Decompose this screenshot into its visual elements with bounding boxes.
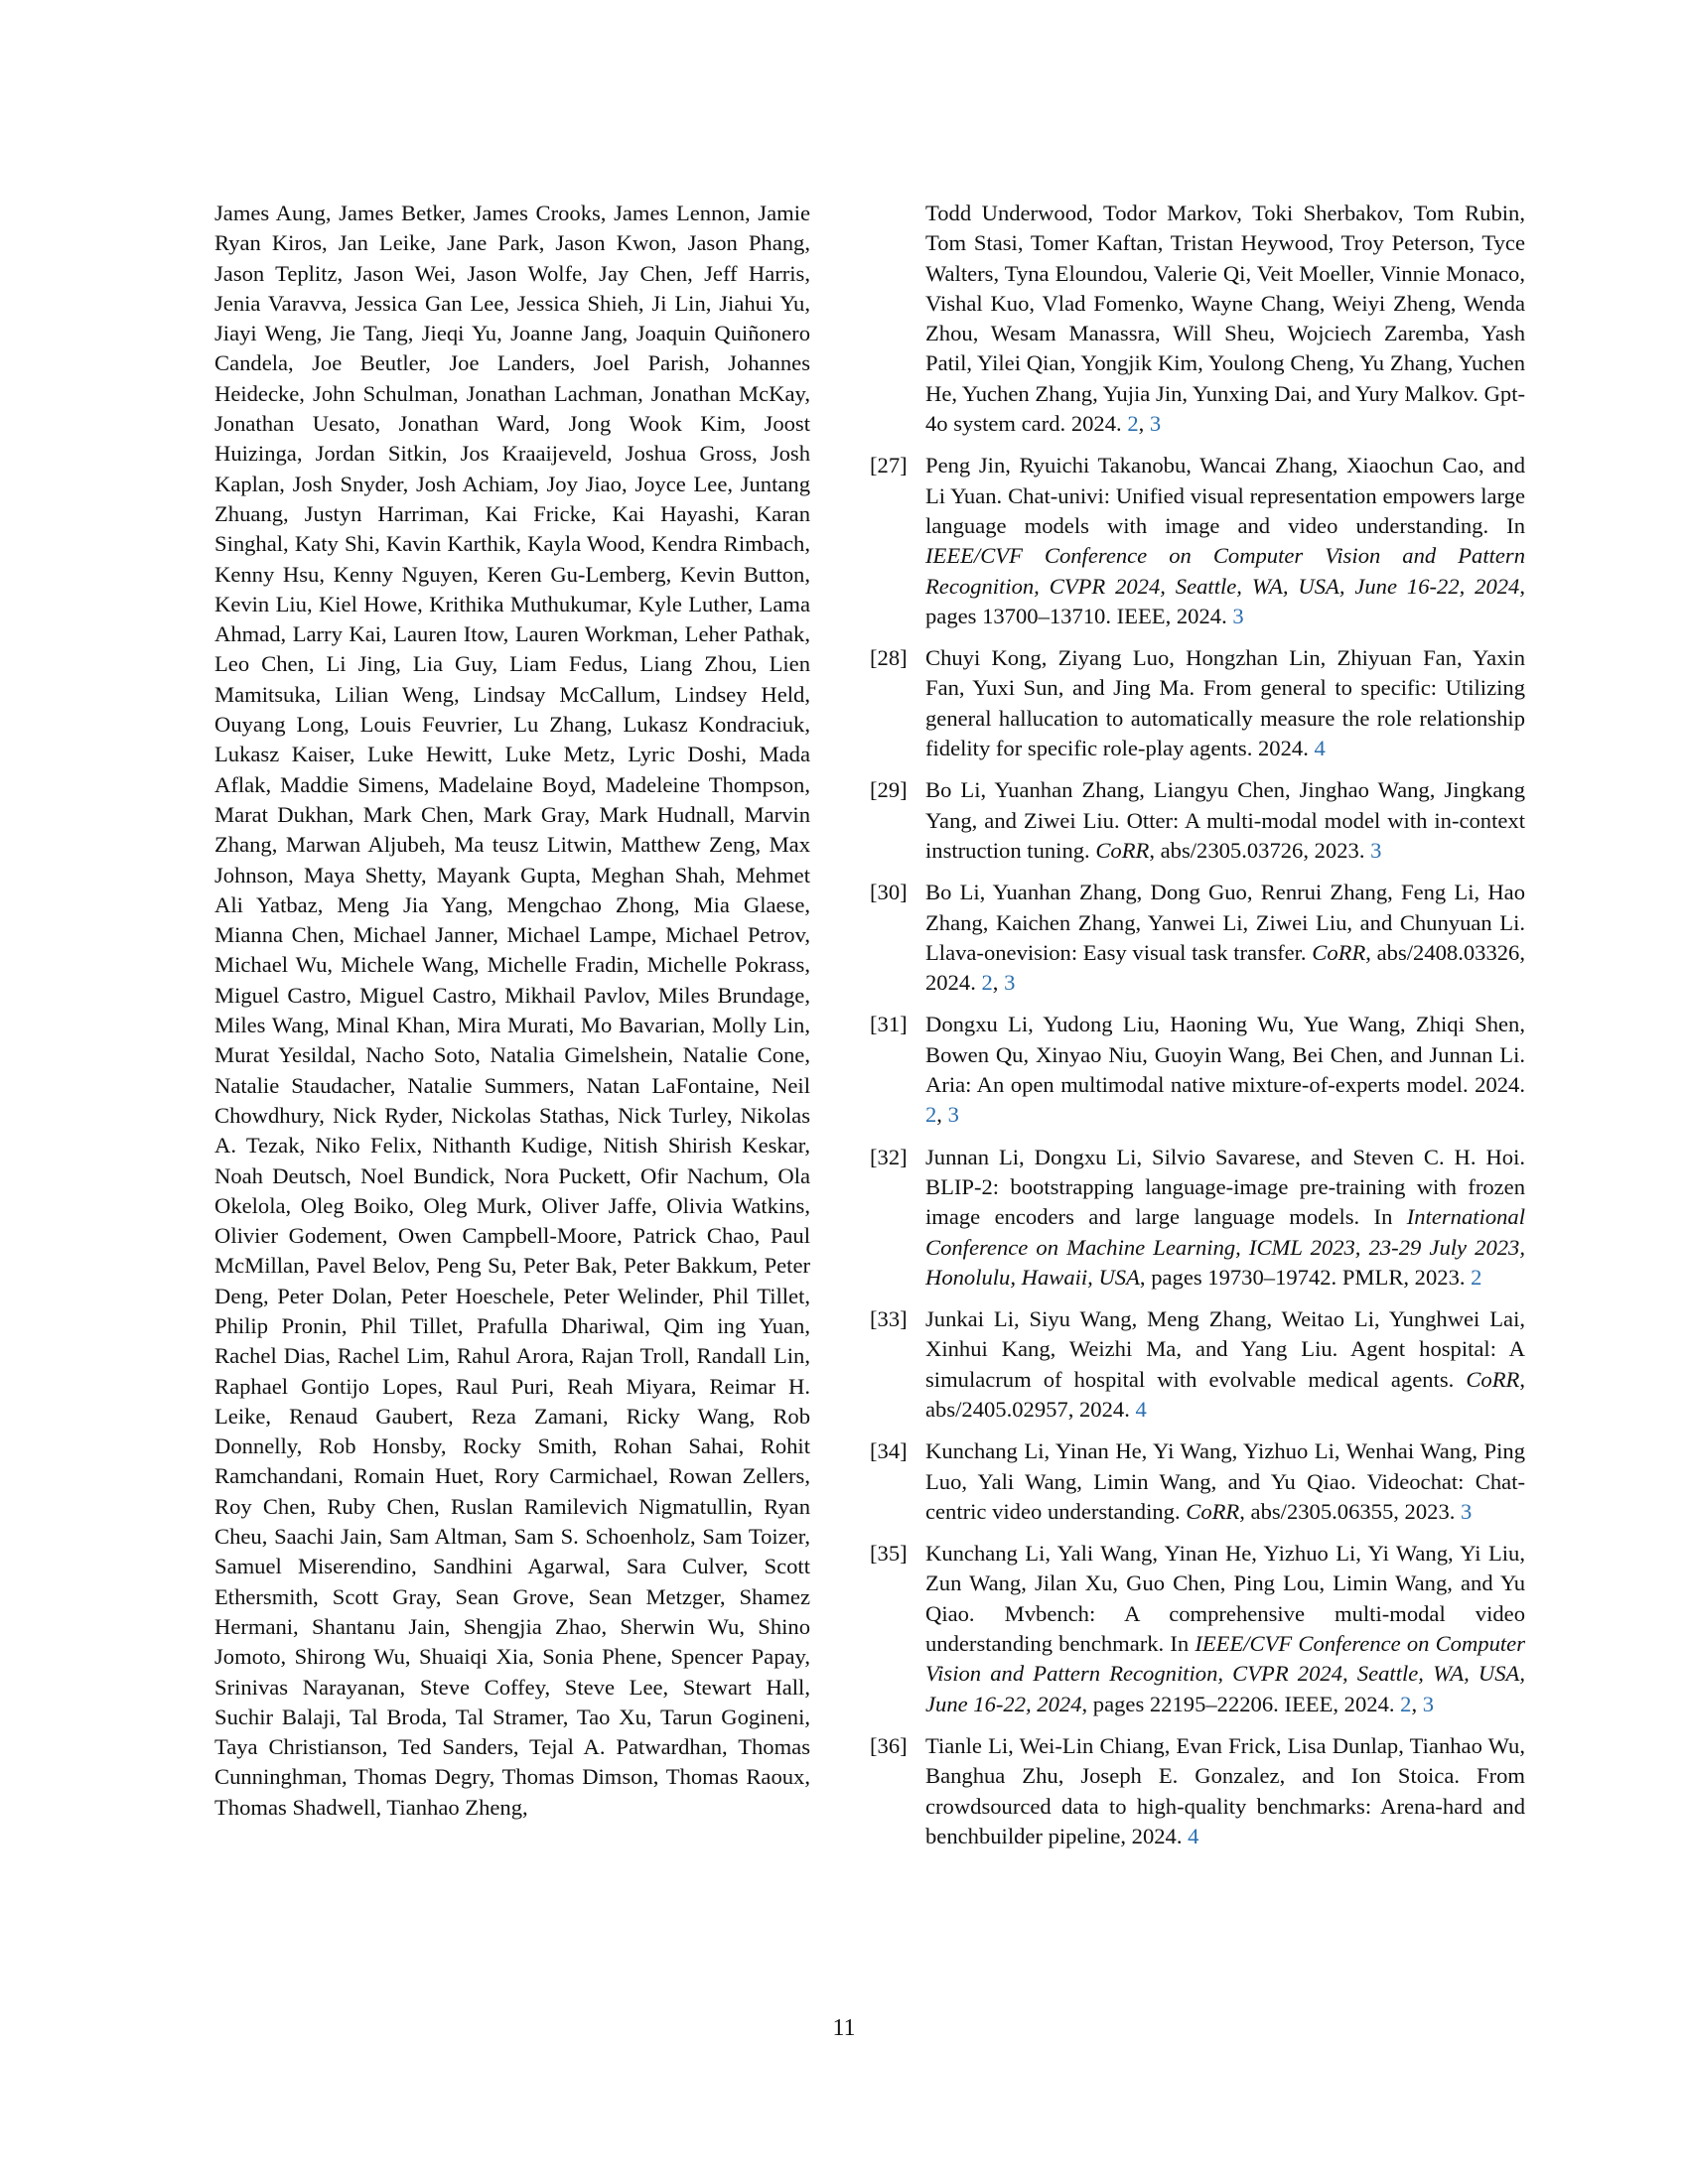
citation-link[interactable]: 3	[1370, 837, 1382, 863]
reference-number: [33]	[870, 1306, 908, 1332]
citation-separator: ,	[936, 1102, 948, 1128]
reference-number: [29]	[870, 777, 908, 803]
reference-text: Bo Li, Yuanhan Zhang, Dong Guo, Renrui Zhang, Feng Li, Hao Zhang, Kaichen Zhang, Yanwei Li, Ziwei Liu, and Chunyuan Li. Llava-onevision: Easy visual task transfer.	[925, 880, 1525, 965]
reference-text: Chuyi Kong, Ziyang Luo, Hongzhan Lin, Zhiyuan Fan, Yaxin Fan, Yuxi Sun, and Jing Ma. From general to specific: Utilizing general hallucation to automatically measure the role relationship fidelity for specific role-play agents. 2024.	[925, 645, 1525, 761]
citation-separator: ,	[992, 970, 1005, 996]
reference-number: [31]	[870, 1012, 908, 1037]
citation-link[interactable]: 3	[947, 1102, 959, 1128]
citation-link[interactable]: 3	[1422, 1691, 1435, 1716]
reference-item	[870, 451, 1525, 631]
reference-details: , abs/2305.03726, 2023.	[1149, 837, 1371, 863]
author-list-continuation: James Aung, James Betker, James Crooks, James Lennon, Jamie Ryan Kiros, Jan Leike, Jane Park, Jason Kwon, Jason Phang, Jason Teplitz, Jason Wei, Jason Wolfe, Jay Chen, Jeff Harris, Jenia Varavva, Jessica Gan Lee, Jessica Shieh, Ji Lin, Jiahui Yu, Jiayi Weng, Jie Tang, Jieqi Yu, Joanne Jang, Joaquin Quiñonero Candela, Joe Beutler, Joe Landers, Joel Parish, Johannes Heidecke, John Schulman, Jonathan Lachman, Jonathan McKay, Jonathan Uesato, Jonathan Ward, Jong Wook Kim, Joost Huizinga, Jordan Sitkin, Jos Kraaijeveld, Joshua Gross, Josh Kaplan, Josh Snyder, Josh Achiam, Joy Jiao, Joyce Lee, Juntang Zhuang, Justyn Harriman, Kai Fricke, Kai Hayashi, Karan Singhal, Katy Shi, Kavin Karthik, Kayla Wood, Kendra Rimbach, Kenny Hsu, Kenny Nguyen, Keren Gu-Lemberg, Kevin Button, Kevin Liu, Kiel Howe, Krithika Muthukumar, Kyle Luther, Lama Ahmad, Larry Kai, Lauren Itow, Lauren Workman, Leher Pathak, Leo Chen, Li Jing, Lia Guy, Liam Fedus, Liang Zhou, Lien Mamitsuka, Lilian Weng, Lindsay McCallum, Lindsey Held, Ouyang Long, Louis Feuvrier, Lu Zhang, Lukasz Kondraciuk, Lukasz Kaiser, Luke Hewitt, Luke Metz, Lyric Doshi, Mada Aflak, Maddie Simens, Madelaine Boyd, Madeleine Thompson, Marat Dukhan, Mark Chen, Mark Gray, Mark Hudnall, Marvin Zhang, Marwan Aljubeh, Ma teusz Litwin, Matthew Zeng, Max Johnson, Maya Shetty, Mayank Gupta, Meghan Shah, Mehmet Ali Yatbaz, Meng Jia Yang, Mengchao Zhong, Mia Glaese, Mianna Chen, Michael Janner, Michael Lampe, Michael Petrov, Michael Wu, Michele Wang, Michelle Fradin, Michelle Pokrass, Miguel Castro, Miguel Castro, Mikhail Pavlov, Miles Brundage, Miles Wang, Minal Khan, Mira Murati, Mo Bavarian, Molly Lin, Murat Yesildal, Nacho Soto, Natalia Gimelshein, Natalie Cone, Natalie Staudacher, Natalie Summers, Natan LaFontaine, Neil Chowdhury, Nick Ryder, Nickolas Stathas, Nick Turley, Nikolas A. Tezak, Niko Felix, Nithanth Kudige, Nitish Shirish Keskar, Noah Deutsch, Noel Bundick, Nora Puckett, Ofir Nachum, Ola Okelola, Oleg Boiko, Oleg Murk, Oliver Jaffe, Olivia Watkins, Olivier Godement, Owen Campbell-Moore, Patrick Chao, Paul McMillan, Pavel Belov, Peng Su, Peter Bak, Peter Bakkum, Peter Deng, Peter Dolan, Peter Hoeschele, Peter Welinder, Phil Tillet, Philip Pronin, Phil Tillet, Prafulla Dhariwal, Qim ing Yuan, Rachel Dias, Rachel Lim, Rahul Arora, Rajan Troll, Randall Lin, Raphael Gontijo Lopes, Raul Puri, Reah Miyara, Reimar H. Leike, Renaud Gaubert, Reza Zamani, Ricky Wang, Rob Donnelly, Rob Honsby, Rocky Smith, Rohan Sahai, Rohit Ramchandani, Romain Huet, Rory Carmichael, Rowan Zellers, Roy Chen, Ruby Chen, Ruslan Ramilevich Nigmatullin, Ryan Cheu, Saachi Jain, Sam Altman, Sam S. Schoenholz, Sam Toizer, Samuel Miserendino, Sandhini Agarwal, Sara Culver, Scott Ethersmith, Scott Gray, Sean Grove, Sean Metzger, Shamez Hermani, Shantanu Jain, Shengjia Zhao, Sherwin Wu, Shino Jomoto, Shirong Wu, Shuaiqi Xia, Sonia Phene, Spencer Papay, Srinivas Narayanan, Steve Coffey, Steve Lee, Stewart Hall, Suchir Balaji, Tal Broda, Tal Stramer, Tao Xu, Tarun Gogineni, Taya Christianson, Ted Sanders, Tejal A. Patwardhan, Thomas Cunninghman, Thomas Degry, Thomas Dimson, Thomas Raoux, Thomas Shadwell, Tianhao Zheng,	[214, 201, 810, 1820]
reference-text: Tianle Li, Wei-Lin Chiang, Evan Frick, Lisa Dunlap, Tianhao Wu, Banghua Zhu, Joseph E. Gonzalez, and Ion Stoica. From crowdsourced data to high-quality benchmarks: Arena-hard and benchbuilder pipeline, 2024.	[925, 1732, 1525, 1848]
reference-text: Dongxu Li, Yudong Liu, Haoning Wu, Yue Wang, Zhiqi Shen, Bowen Qu, Xinyao Niu, Guoyin Wang, Bei Chen, and Junnan Li. Aria: An open multimodal native mixture-of-experts model. 2024.	[925, 1012, 1525, 1098]
reference-item	[870, 1304, 1525, 1425]
reference-item	[870, 878, 1525, 998]
citation-link[interactable]: 2	[1127, 411, 1139, 437]
reference-number: [35]	[870, 1541, 908, 1567]
reference-venue: CoRR	[1095, 837, 1150, 863]
reference-text: Kunchang Li, Yinan He, Yi Wang, Yizhuo Li, Wenhai Wang, Ping Luo, Yali Wang, Limin Wang, and Yu Qiao. Videochat: Chat-centric video understanding.	[925, 1438, 1525, 1524]
reference-number: [30]	[870, 880, 908, 905]
reference-text: Kunchang Li, Yali Wang, Yinan He, Yizhuo Li, Yi Wang, Yi Liu, Zun Wang, Jilan Xu, Guo Chen, Ping Lou, Limin Wang, and Yu Qiao. Mvbench: A comprehensive multi-modal video understanding benchmark. In	[925, 1541, 1525, 1657]
reference-item	[870, 1731, 1525, 1851]
reference-number: [36]	[870, 1732, 908, 1758]
reference-number: [32]	[870, 1144, 908, 1169]
page-number: 11	[832, 2015, 856, 2041]
citation-link[interactable]: 3	[1004, 970, 1016, 996]
reference-continuation	[870, 199, 1525, 439]
reference-venue: CoRR	[1466, 1366, 1520, 1392]
reference-item	[870, 1539, 1525, 1719]
continuation-text: Todd Underwood, Todor Markov, Toki Sherbakov, Tom Rubin, Tom Stasi, Tomer Kaftan, Tristan Heywood, Troy Peterson, Tyce Walters, Tyna Eloundou, Valerie Qi, Veit Moeller, Vinnie Monaco, Vishal Kuo, Vlad Fomenko, Wayne Chang, Weiyi Zheng, Wenda Zhou, Wesam Manassra, Will Sheu, Wojciech Zaremba, Yash Patil, Yilei Qian, Yongjik Kim, Youlong Cheng, Yu Zhang, Yuchen He, Yuchen Zhang, Yujia Jin, Yunxing Dai, and Yury Malkov. Gpt-4o system card. 2024.	[925, 201, 1525, 437]
reference-text: Junkai Li, Siyu Wang, Meng Zhang, Weitao Li, Yunghwei Lai, Xinhui Kang, Weizhi Ma, and Yang Liu. Agent hospital: A simulacrum of hospital with evolvable medical agents.	[925, 1306, 1525, 1392]
reference-details: , pages 13700–13710. IEEE, 2024.	[925, 573, 1525, 628]
citation-link[interactable]: 4	[1188, 1823, 1199, 1848]
reference-item	[870, 1436, 1525, 1527]
reference-text: Peng Jin, Ryuichi Takanobu, Wancai Zhang, Xiaochun Cao, and Li Yuan. Chat-univi: Unified visual representation empowers large language models with image and video understanding. In	[925, 453, 1525, 538]
reference-venue: CoRR	[1312, 939, 1366, 965]
reference-venue: IEEE/CVF Conference on Computer Vision and Pattern Recognition, CVPR 2024, Seattle, WA, USA, June 16-22, 2024	[925, 1631, 1525, 1716]
reference-text: Bo Li, Yuanhan Zhang, Liangyu Chen, Jinghao Wang, Jingkang Yang, and Ziwei Liu. Otter: A multi-modal model with in-context instruction tuning.	[925, 777, 1525, 863]
citation-link[interactable]: 2	[1471, 1264, 1482, 1290]
citation-link[interactable]: 2	[1400, 1691, 1412, 1716]
reference-details: , pages 19730–19742. PMLR, 2023.	[1139, 1264, 1472, 1290]
left-column	[214, 199, 810, 1823]
citation-separator: ,	[1411, 1691, 1423, 1716]
reference-venue: IEEE/CVF Conference on Computer Vision and Pattern Recognition, CVPR 2024, Seattle, WA, USA, June 16-22, 2024	[925, 543, 1525, 599]
reference-item	[870, 775, 1525, 866]
citation-link[interactable]: 4	[1135, 1396, 1147, 1422]
reference-details: , abs/2408.03326, 2024.	[925, 939, 1525, 996]
reference-item	[870, 1010, 1525, 1130]
reference-venue: International Conference on Machine Learning, ICML 2023, 23-29 July 2023, Honolulu, Hawaii, USA	[925, 1204, 1525, 1290]
reference-details: , abs/2305.06355, 2023.	[1239, 1498, 1462, 1524]
reference-item	[870, 643, 1525, 763]
reference-list	[870, 451, 1525, 1851]
reference-number: [27]	[870, 453, 908, 478]
reference-venue: CoRR	[1186, 1498, 1240, 1524]
citation-link[interactable]: 3	[1232, 603, 1244, 628]
citation-link[interactable]: 3	[1149, 411, 1162, 437]
citation-link[interactable]: 3	[1461, 1498, 1473, 1524]
citation-separator: ,	[1138, 411, 1150, 437]
citation-link[interactable]: 2	[981, 970, 993, 996]
reference-details: , abs/2405.02957, 2024.	[925, 1366, 1525, 1422]
right-column	[870, 199, 1525, 1863]
citation-link[interactable]: 2	[925, 1102, 937, 1128]
reference-text: Junnan Li, Dongxu Li, Silvio Savarese, and Steven C. H. Hoi. BLIP-2: bootstrapping language-image pre-training with frozen image encoders and large language models. In	[925, 1144, 1525, 1230]
citation-link[interactable]: 4	[1314, 736, 1326, 761]
reference-number: [34]	[870, 1438, 908, 1464]
reference-item	[870, 1143, 1525, 1293]
reference-number: [28]	[870, 645, 908, 671]
reference-details: , pages 22195–22206. IEEE, 2024.	[1081, 1691, 1401, 1716]
